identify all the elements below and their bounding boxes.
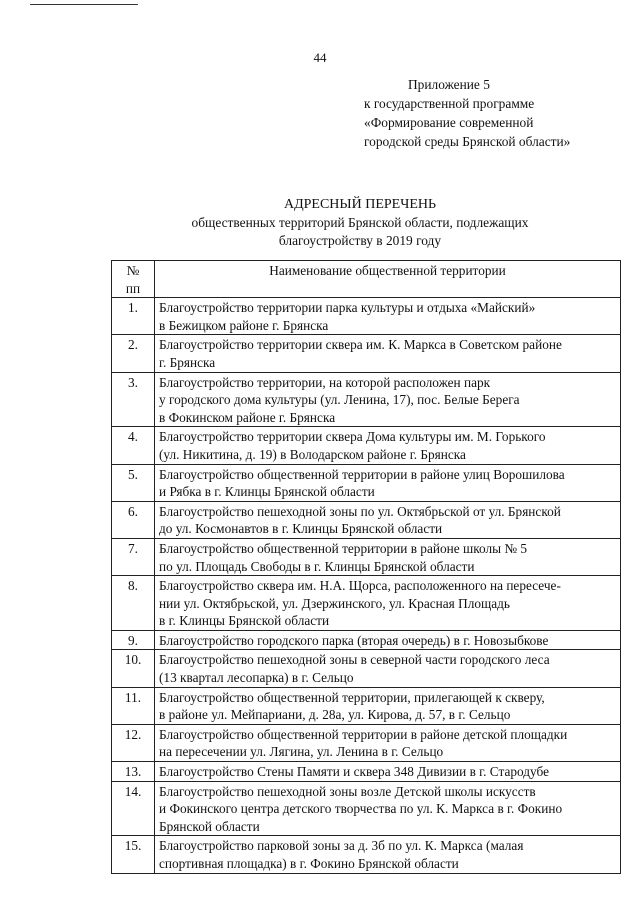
row-territory-name	[155, 427, 621, 464]
row-number: 15.	[112, 836, 155, 873]
appendix-line-4: городской среды Брянской области»	[364, 134, 571, 149]
page-number: 44	[313, 50, 327, 65]
table-row	[112, 687, 621, 724]
row-number: 2.	[112, 335, 155, 372]
table-row	[112, 427, 621, 464]
row-number: 13.	[112, 762, 155, 782]
table-row	[112, 781, 621, 836]
table-row	[112, 298, 621, 335]
row-territory-name	[155, 836, 621, 873]
row-territory-name	[155, 372, 621, 427]
appendix-note	[364, 75, 634, 151]
row-territory-text: Благоустройство пешеходной зоны в северной части городского леса (13 квартал лесопарка) в г. Сельцо	[159, 652, 550, 686]
table-row	[112, 630, 621, 650]
row-territory-name	[155, 538, 621, 575]
header-number-text: № пп	[125, 263, 141, 296]
header-number	[112, 261, 155, 298]
row-territory-text: Благоустройство территории сквера Дома культуры им. М. Горького (ул. Никитина, д. 19) в Володарском районе г. Брянска	[159, 429, 546, 462]
table-header-row	[112, 261, 621, 298]
territories-table	[111, 260, 621, 874]
row-territory-text: Благоустройство общественной территории в районе школы № 5 по ул. Площадь Свободы в г. Клинцы Брянской области	[159, 540, 528, 574]
row-territory-text: Благоустройство территории, на которой расположен парк у городского дома культуры (ул. Ленина, 17), пос. Белые Берега в Фокинском районе г. Брянска	[159, 374, 520, 425]
document-subtitle-line-1: общественных территорий Брянской области, подлежащих	[191, 215, 529, 230]
row-territory-text: Благоустройство территории сквера им. К. Маркса в Советском районе г. Брянска	[159, 337, 562, 370]
row-territory-name	[155, 576, 621, 631]
table-row	[112, 372, 621, 427]
appendix-line-3: «Формирование современной	[364, 115, 534, 130]
table-row	[112, 762, 621, 782]
row-territory-name	[155, 501, 621, 538]
row-territory-name	[155, 630, 621, 650]
table-row	[112, 724, 621, 761]
row-territory-text: Благоустройство Стены Памяти и сквера 348 Дивизии в г. Стародубе	[159, 764, 549, 780]
row-territory-name	[155, 762, 621, 782]
document-subtitle-line-2: благоустройству в 2019 году	[278, 233, 442, 248]
top-rule	[30, 4, 138, 5]
table-row	[112, 650, 621, 687]
row-territory-name	[155, 650, 621, 687]
row-territory-text: Благоустройство городского парка (вторая очередь) в г. Новозыбкове	[159, 632, 549, 648]
row-number: 5.	[112, 464, 155, 501]
row-number: 8.	[112, 576, 155, 631]
row-number: 14.	[112, 781, 155, 836]
row-number: 7.	[112, 538, 155, 575]
row-territory-name	[155, 335, 621, 372]
document-heading	[100, 196, 620, 250]
row-number: 1.	[112, 298, 155, 335]
row-territory-text: Благоустройство сквера им. Н.А. Щорса, расположенного на пересече- нии ул. Октябрьской, ул. Дзержинского, ул. Красная Площадь в г. Клинцы Брянской области	[159, 578, 561, 629]
row-number: 12.	[112, 724, 155, 761]
row-territory-name	[155, 298, 621, 335]
document-title: АДРЕСНЫЙ ПЕРЕЧЕНЬ	[283, 197, 437, 212]
row-number: 6.	[112, 501, 155, 538]
header-territory-name: Наименование общественной территории	[155, 261, 621, 298]
table-row	[112, 538, 621, 575]
row-territory-name	[155, 464, 621, 501]
table-row	[112, 501, 621, 538]
table-row	[112, 464, 621, 501]
row-number: 9.	[112, 630, 155, 650]
row-territory-name	[155, 687, 621, 724]
row-territory-text: Благоустройство общественной территории, прилегающей к скверу, в районе ул. Мейпариани, д. 28а, ул. Кирова, д. 57, в г. Сельцо	[159, 689, 545, 723]
row-territory-name	[155, 724, 621, 761]
row-territory-text: Благоустройство пешеходной зоны возле Детской школы искусств и Фокинского центра детского творчества по ул. К. Маркса в г. Фокино Брянской области	[159, 783, 563, 834]
table-row	[112, 335, 621, 372]
table-row	[112, 836, 621, 873]
row-territory-name	[155, 781, 621, 836]
row-territory-text: Благоустройство общественной территории в районе улиц Ворошилова и Рябка в г. Клинцы Брянской области	[159, 466, 565, 500]
appendix-line-1: Приложение 5	[408, 77, 490, 92]
table-row	[112, 576, 621, 631]
row-number: 11.	[112, 687, 155, 724]
row-territory-text: Благоустройство территории парка культуры и отдыха «Майский» в Бежицком районе г. Брянска	[159, 300, 536, 333]
appendix-line-2: к государственной программе	[364, 96, 535, 111]
row-territory-text: Благоустройство парковой зоны за д. 3б по ул. К. Маркса (малая спортивная площадка) в г. Фокино Брянской области	[159, 838, 524, 871]
row-number: 4.	[112, 427, 155, 464]
row-number: 3.	[112, 372, 155, 427]
row-number: 10.	[112, 650, 155, 687]
row-territory-text: Благоустройство пешеходной зоны по ул. Октябрьской от ул. Брянской до ул. Космонавтов в г. Клинцы Брянской области	[159, 503, 561, 537]
row-territory-text: Благоустройство общественной территории в районе детской площадки на пересечении ул. Лягина, ул. Ленина в г. Сельцо	[159, 726, 568, 760]
